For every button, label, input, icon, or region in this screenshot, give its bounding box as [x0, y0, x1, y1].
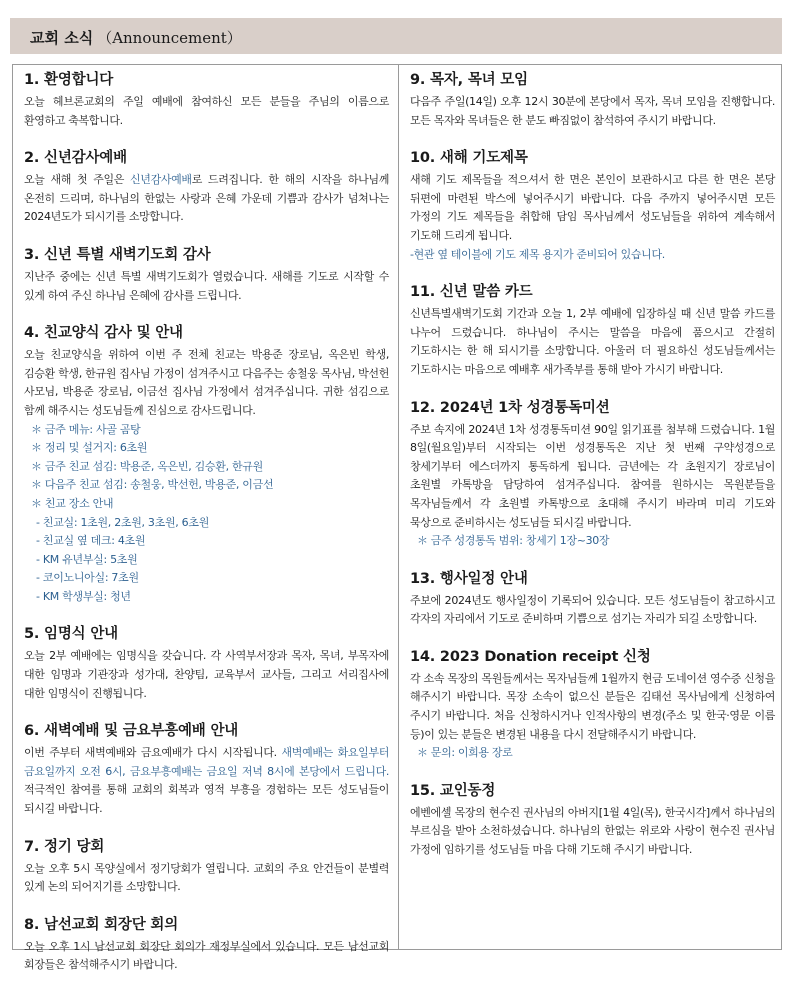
- section-body: 에벤에셀 목장의 현수진 권사님의 아버지[1월 4일(목), 한국시각]께서 하나님의 부르심을 받아 소천하셨습니다. 하나님의 한없는 위로와 사랑이 현수진 권사님 가정에 임하기를 성도님들 마음 다해 기도해 주시기 바랍니다.: [410, 805, 775, 857]
- section-event-schedule: [410, 568, 775, 629]
- section-body: [24, 744, 389, 818]
- left-column: [24, 69, 389, 992]
- section-title: 10. 새해 기도제목: [410, 150, 528, 167]
- section-body: 오늘 헤브론교회의 주일 예배에 참여하신 모든 분들을 주님의 이름으로 환영하고 축복합니다.: [24, 95, 389, 127]
- section-title: 9. 목자, 목녀 모임: [410, 72, 528, 88]
- column-divider: [398, 65, 399, 949]
- section-body: 오늘 2부 예배에는 임명식을 갖습니다. 각 사역부서장과 목자, 목녀, 부목자에 대한 임명과 기관장과 성가대, 찬양팀, 교육부서 교사들, 그리고 서리집사에 대한 임명식이 진행됩니다.: [24, 649, 389, 700]
- section-body: 각 소속 목장의 목원들께서는 목자님들께 1월까지 현금 도네이션 영수증 신청을 해주시기 바랍니다. 목장 소속이 없으신 분들은 김태선 목사님에게 신청하여 주시기 바랍니다. 처음 신청하시거나 인적사항의 변경(주소 및 한국·영문 이름 등)이 있는 분들은 변경된 내용을 다시 전달해주시기 바랍니다.: [410, 671, 775, 741]
- section-dawn-prayer: [24, 244, 389, 305]
- section-body: 주보에 2024년도 행사일정이 기록되어 있습니다. 모든 성도님들이 참고하시고 각자의 자리에서 기도로 준비하며 기쁨으로 섬기는 자리가 되길 소망합니다.: [410, 593, 775, 626]
- section-word-card: [410, 281, 775, 379]
- list-item: ＊ 다음주 친교 섬김: 송철웅, 박선헌, 박용준, 이금선: [31, 478, 274, 492]
- section-title: 6. 새벽예배 및 금요부흥예배 안내: [24, 723, 239, 740]
- section-title: 8. 남선교회 회장단 회의: [24, 916, 179, 933]
- header-title: 교회 소식: [30, 29, 94, 47]
- body-text: 적극적인 참여를 통해 교회의 회복과 영적 부흥을 경험하는 모든 성도님들이 되시길 바랍니다.: [24, 783, 389, 816]
- section-donation-receipt: [410, 646, 775, 763]
- section-bible-reading: [410, 397, 775, 551]
- list-item: - KM 학생부실: 청년: [36, 589, 131, 603]
- section-note: ＊ 금주 성경통독 범위: 창세기 1장~30장: [417, 534, 610, 548]
- section-member-news: [410, 780, 775, 860]
- header-subtitle: （Announcement）: [97, 29, 242, 47]
- list-item: - 친교실 옆 데크: 4초원: [36, 534, 146, 548]
- section-body: [24, 171, 389, 227]
- section-note: -현관 옆 테이블에 기도 제목 용지가 준비되어 있습니다.: [410, 247, 665, 261]
- list-item: ＊ 금주 친교 섬김: 박용준, 옥은빈, 김승환, 한규원: [31, 459, 263, 473]
- section-title: 13. 행사일정 안내: [410, 570, 528, 587]
- section-body: 오늘 친교양식을 위하여 이번 주 전체 친교는 박용준 장로님, 옥은빈 학생, 김승환 학생, 한규원 집사님 가정이 섬겨주시고 다음주는 송철웅 목사님, 박선헌 사모님, 박용준 장로님, 이금선 집사님 가정에서 섬겨주십니다. 귀한 섬김으로 함께 해주시는 성도님들께 진심으로 감사드립니다.: [24, 348, 389, 417]
- section-title: 14. 2023 Donation receipt 신청: [410, 648, 651, 665]
- section-body: 주보 속지에 2024년 1차 성경통독미션 90일 읽기표를 첨부해 드렸습니다. 1월 8일(월요일)부터 시작되는 이번 성경통독은 지난 첫 번째 구약성경으로 창세기부터 에스더까지 통독하게 됩니다. 금년에는 각 초원지기 장로님이 초원별 카톡방을 담당하여 섬겨주십니다. 참여를 원하시는 목원분들을 목자님들께서 각 초원별 카톡방으로 초대해 주시기 바라며 미리 기도와 묵상으로 준비하시는 성도님들 되시길 바랍니다.: [410, 422, 775, 529]
- highlight-text: 신년감사예배: [130, 173, 192, 187]
- announcement-frame: [12, 64, 782, 972]
- right-column: [410, 69, 775, 877]
- section-title: 5. 임명식 안내: [24, 626, 118, 643]
- section-body: 신년특별새벽기도회 기간과 오늘 1, 2부 예배에 입장하실 때 신년 말씀 카드를 나누어 드렸습니다. 하나님이 주시는 말씀을 마음에 품으시고 간절히 기도하시는 한 해 되시기를 소망합니다. 아울러 더 필요하신 성도님들께서는 기도하시는 마음으로 예배후 새가족부를 통해 받아 가시기 바랍니다.: [410, 307, 775, 376]
- section-title: 1. 환영합니다: [24, 72, 114, 88]
- fellowship-list: [24, 421, 389, 514]
- list-item: ＊ 금주 메뉴: 사골 곰탕: [31, 422, 141, 436]
- section-title: 2. 신년감사예배: [24, 150, 127, 167]
- section-session-meeting: [24, 836, 389, 897]
- section-body: 오늘 오후 5시 목양실에서 정기당회가 열립니다. 교회의 주요 안건들이 분별력 있게 논의 되어지기를 소망합니다.: [24, 861, 389, 894]
- list-item: ＊ 친교 장소 안내: [31, 496, 114, 510]
- section-fellowship-meal: [24, 322, 389, 606]
- section-welcome: [24, 69, 389, 130]
- list-item: ＊ 정리 및 설거지: 6초원: [31, 441, 148, 455]
- fellowship-places-list: [24, 514, 389, 607]
- body-text: 이번 주부터 새벽예배와 금요예배가 다시 시작됩니다.: [24, 746, 282, 760]
- announcement-header: [10, 18, 782, 54]
- highlight-text: 새벽예배는 화요일부터 금요일까지 오전 6시, 금요부흥예배는 금요일 저녁 8시에 본당에서 드립니다.: [24, 746, 389, 778]
- section-title: 12. 2024년 1차 성경통독미션: [410, 399, 610, 416]
- body-text: 로 드려집니다. 한 해의 시작을 하나님께 온전히 드리며, 하나님의 한없는 사랑과 은혜 가운데 기쁨과 감사가 넘쳐나는 2024년도가 되시기를 소망합니다.: [24, 173, 390, 224]
- section-body: 지난주 중에는 신년 특별 새벽기도회가 열렸습니다. 새해를 기도로 시작할 수 있게 하여 주신 하나님 은혜에 감사를 드립니다.: [24, 269, 389, 302]
- section-appointment: [24, 623, 389, 703]
- section-title: 7. 정기 당회: [24, 838, 105, 855]
- section-title: 3. 신년 특별 새벽기도회 감사: [24, 246, 211, 263]
- section-shepherd-meeting: [410, 69, 775, 130]
- list-item: - KM 유년부실: 5초원: [36, 552, 138, 566]
- section-title: 4. 친교양식 감사 및 안내: [24, 325, 183, 342]
- list-item: - 친교실: 1초원, 2초원, 3초원, 6초원: [36, 515, 210, 529]
- section-title: 11. 신년 말씀 카드: [410, 284, 533, 301]
- section-dawn-friday-service: [24, 720, 389, 818]
- section-mens-mission: [24, 914, 389, 975]
- body-text: 오늘 새해 첫 주일은: [24, 173, 131, 187]
- section-title: 15. 교인동정: [410, 782, 496, 799]
- section-new-year-service: [24, 147, 389, 227]
- section-prayer-topics: [410, 147, 775, 264]
- section-note: ＊ 문의: 이희용 장로: [417, 746, 513, 760]
- section-body: 새해 기도 제목들을 적으셔서 한 면은 본인이 보관하시고 다른 한 면은 본당 뒤편에 마련된 박스에 넣어주시기 바랍니다. 다음 주까지 넣어주시면 모든 가정의 기도 제목들을 취합해 담임 목사님께서 성도님들을 위하여 계속해서 기도해 드리게 됩니다.: [410, 173, 775, 242]
- section-body: 다음주 주일(14일) 오후 12시 30분에 본당에서 목자, 목녀 모임을 진행합니다. 모든 목자와 목녀들은 한 분도 빠짐없이 참석하여 주시기 바랍니다.: [410, 95, 775, 127]
- list-item: - 코이노니아실: 7초원: [36, 571, 139, 585]
- section-body: 오늘 오후 1시 남선교회 회장단 회의가 재정부실에서 있습니다. 모든 남선교회 회장들은 참석해주시기 바랍니다.: [24, 939, 389, 972]
